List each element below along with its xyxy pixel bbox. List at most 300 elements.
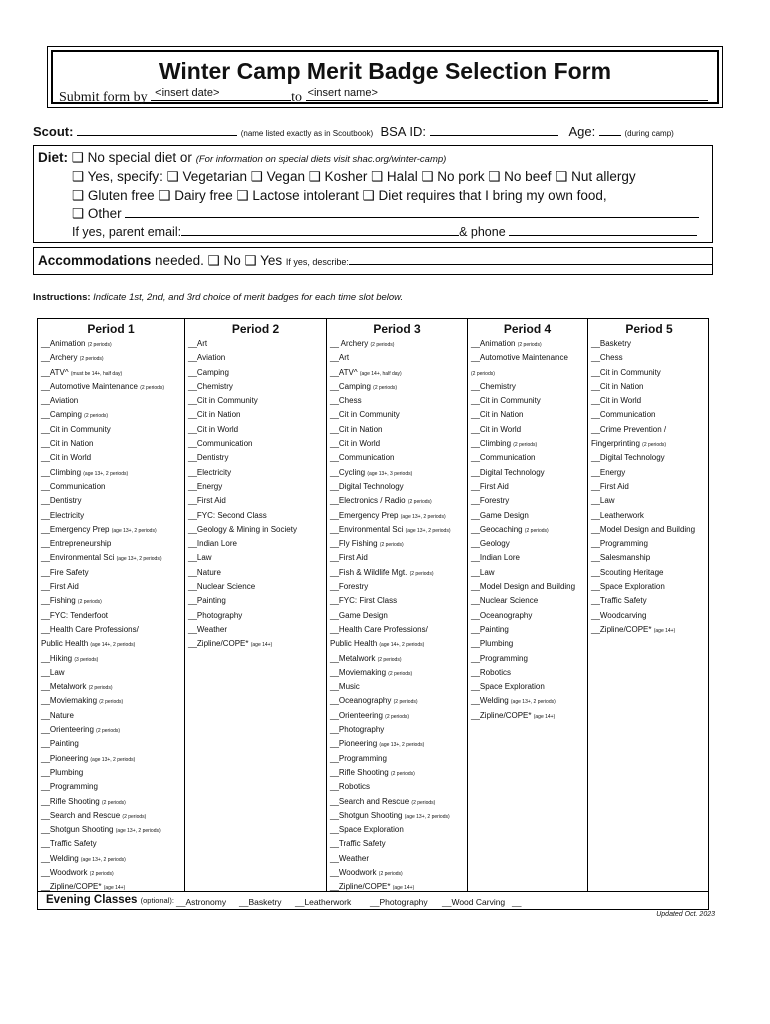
badge-option[interactable] [185,408,326,422]
badge-option[interactable] [588,509,710,523]
badge-option[interactable] [327,509,467,523]
badge-option[interactable] [327,609,467,623]
insert-name-text: <insert name> [307,87,378,99]
diet-options-line-3[interactable]: ❑ Gluten free ❑ Dairy free ❑ Lactose intolerant ❑ Diet requires that I bring my own food, [72,188,607,203]
badge-option[interactable] [327,566,467,580]
badge-name: __Woodwork [330,867,377,877]
badge-option[interactable] [327,580,467,594]
badge-option[interactable] [38,809,184,823]
badge-name: __Metalwork [330,653,376,663]
badge-option[interactable] [327,737,467,751]
badge-option[interactable] [38,623,184,637]
badge-option[interactable] [327,408,467,422]
badge-name: __Orienteering [330,710,383,720]
badge-name: __Automotive Maintenance [41,381,138,391]
badge-option[interactable] [327,652,467,666]
badge-name: __Zipline/COPE* [188,639,249,649]
badge-option[interactable] [588,566,710,580]
badge-option[interactable] [38,551,184,565]
period-header: Period 4 [503,322,552,336]
badge-option[interactable] [588,380,710,394]
badge-option[interactable] [468,623,587,637]
badge-name: __Nuclear Science [471,596,539,606]
accommodations-describe-label: If yes, describe: [285,257,349,267]
badge-note: (age 13+, 2 periods) [90,756,136,763]
badge-option[interactable] [327,623,467,637]
badge-option[interactable] [185,509,326,523]
badge-option[interactable] [468,609,587,623]
badge-note: (2 periods) [471,370,495,377]
badge-name: __Pioneering [41,753,89,763]
badge-name: __Shotgun Shooting [330,810,403,820]
badge-name: __Energy [591,467,626,477]
badge-note: (age 13+, 3 periods) [367,470,413,477]
badge-name: __Salesmanship [591,553,651,563]
badge-name: __Chemistry [188,381,233,391]
badge-option[interactable] [327,694,467,708]
badge-option[interactable] [468,394,587,408]
badge-name: __Forestry [471,496,510,506]
badge-option[interactable] [588,609,710,623]
badge-option[interactable] [38,837,184,851]
badge-note: (age 13+, 2 periods) [405,527,451,534]
period-list [38,337,184,895]
badge-option[interactable] [327,823,467,837]
badge-option[interactable] [185,466,326,480]
badge-option[interactable] [185,437,326,451]
badge-option[interactable] [468,494,587,508]
diet-other-checkbox[interactable]: ❑ Other [72,206,122,221]
period-column [587,319,710,891]
badge-name: __First Aid [41,582,79,592]
badge-name: __Plumbing [471,639,514,649]
age-field[interactable] [599,124,621,136]
badge-note: (age 13+, 2 periods) [400,513,446,520]
evening-class-item[interactable]: __Basketry [239,897,282,907]
badge-name: __Weather [188,624,227,634]
period-column [467,319,587,891]
badge-note: (2 periods) [88,685,113,692]
badge-note: (age 14+) [533,713,556,720]
badge-option[interactable] [468,480,587,494]
badge-option[interactable] [185,523,326,537]
badge-option[interactable] [327,394,467,408]
badge-option[interactable] [185,394,326,408]
age-note: (during camp) [624,129,674,138]
badge-note: (2 periods) [101,799,126,806]
badge-option[interactable] [468,666,587,680]
badge-option[interactable] [468,437,587,451]
badge-name: __Moviemaking [41,696,98,706]
evening-class-item[interactable]: __Wood Carving [442,897,506,907]
badge-option[interactable] [327,780,467,794]
badge-option[interactable] [588,466,710,480]
badge-name: __Painting [188,596,226,606]
badge-option[interactable] [327,637,467,651]
badge-option[interactable] [468,680,587,694]
badge-option[interactable] [588,423,710,437]
badge-option[interactable] [38,666,184,680]
badge-name: __Weather [330,853,369,863]
badge-option[interactable] [327,380,467,394]
badge-option[interactable] [185,337,326,351]
badge-option[interactable] [185,351,326,365]
badge-option[interactable] [588,366,710,380]
diet-line-1 [38,150,446,166]
badge-option[interactable] [327,709,467,723]
badge-option[interactable] [327,366,467,380]
parent-email-field[interactable] [181,224,459,236]
badge-option[interactable] [38,509,184,523]
badge-name: __Traffic Safety [330,839,386,849]
instructions [33,292,403,303]
badge-option[interactable] [185,494,326,508]
period-header: Period 3 [373,322,421,336]
period-header: Period 2 [231,322,280,336]
badge-option[interactable] [38,366,184,380]
badge-note: (2 periods) [524,527,549,534]
badge-name: __Communication [471,453,536,463]
badge-note: (3 periods) [74,656,99,663]
badge-option[interactable] [588,523,710,537]
badge-name: __Programming [41,782,98,792]
badge-option[interactable] [588,480,710,494]
period-list [327,337,467,895]
badge-option[interactable] [185,380,326,394]
badge-name: __Moviemaking [330,667,387,677]
badge-option[interactable] [468,423,587,437]
badge-option[interactable] [38,423,184,437]
badge-option[interactable] [588,594,710,608]
bsa-id-label: BSA ID: [380,124,426,139]
badge-option[interactable] [38,594,184,608]
badge-name: __Programming [471,653,528,663]
badge-name: __Space Exploration [471,682,545,692]
badge-option[interactable] [38,680,184,694]
badge-option[interactable] [38,752,184,766]
badge-name: __Fishing [41,596,76,606]
badge-option[interactable] [588,623,710,637]
no-special-diet-checkbox[interactable]: ❑ No special diet or [71,150,192,165]
badge-option[interactable] [327,523,467,537]
badge-name: __Cit in Community [330,410,400,420]
badge-name: __Cit in Nation [330,424,383,434]
badge-note: (age 14+) [653,627,676,634]
badge-option[interactable] [327,451,467,465]
badge-option[interactable] [38,609,184,623]
badge-option[interactable] [38,480,184,494]
badge-option[interactable] [468,509,587,523]
badge-option[interactable] [185,566,326,580]
badge-option[interactable] [327,551,467,565]
badge-name: __Woodwork [41,867,88,877]
badge-option[interactable] [468,451,587,465]
badge-option[interactable] [185,637,326,651]
badge-name: __Fish & Wildlife Mgt. [330,567,408,577]
badge-option[interactable] [327,437,467,451]
badge-option[interactable] [588,437,710,451]
badge-note: (age 13+, 2 periods) [80,856,126,863]
submit-date-field[interactable] [151,89,291,101]
badge-option[interactable] [38,694,184,708]
bsa-id-field[interactable] [430,124,558,136]
badge-note: (2 periods) [373,384,398,391]
badge-name: __First Aid [471,481,509,491]
badge-note: (age 13+, 2 periods) [115,828,161,835]
badge-option[interactable] [468,408,587,422]
badge-name: Public Health [41,639,89,649]
badge-option[interactable] [38,737,184,751]
evening-class-item[interactable]: __ [512,897,522,907]
badge-option[interactable] [185,594,326,608]
badge-name: __Metalwork [41,682,87,692]
badge-option[interactable] [38,466,184,480]
badge-option[interactable] [468,652,587,666]
form-header [47,46,723,108]
badge-option[interactable] [327,795,467,809]
badge-option[interactable] [38,494,184,508]
submit-name-field[interactable] [306,89,708,101]
badge-name: __Camping [41,410,82,420]
badge-option[interactable] [468,709,587,723]
badge-option[interactable] [327,537,467,551]
evening-class-item[interactable]: __Photography [370,897,428,907]
badge-note: (age 13+, 2 periods) [83,470,129,477]
badge-option[interactable] [327,866,467,880]
badge-option[interactable] [468,637,587,651]
badge-name: __Health Care Professions/ [41,624,139,634]
badge-note: (2 periods) [390,770,415,777]
badge-option[interactable] [38,351,184,365]
badge-name: __Welding [471,696,509,706]
badge-name: __First Aid [188,496,226,506]
badge-option[interactable] [38,451,184,465]
badge-name: __Aviation [188,353,226,363]
badge-name: __Animation [41,339,86,348]
form-header-inner [51,50,719,104]
badge-option[interactable] [38,637,184,651]
badge-option[interactable] [327,466,467,480]
badge-name: __Chess [330,396,362,406]
badge-note: (2 periods) [370,342,395,348]
badge-option[interactable] [468,694,587,708]
badge-option[interactable] [468,566,587,580]
badge-note: (2 periods) [379,542,404,549]
accommodations-options[interactable]: needed. ❑ No ❑ Yes [155,253,283,268]
badge-name: __Woodcarving [591,610,647,620]
badge-name: __Law [471,567,495,577]
badge-option[interactable] [185,451,326,465]
badge-name: __Law [41,667,65,677]
badge-option[interactable] [185,580,326,594]
badge-note: (age 13+, 2 periods) [116,556,162,563]
badge-name: __Dentistry [41,496,82,506]
badge-name: __Nuclear Science [188,582,256,592]
badge-name: __Orienteering [41,725,94,735]
badge-note: (2 periods) [642,442,667,449]
badge-option[interactable] [327,752,467,766]
evening-class-item[interactable]: __Astronomy [176,897,227,907]
badge-note: (age 14+, 2 periods) [90,642,136,649]
badge-option[interactable] [38,866,184,880]
badge-option[interactable] [327,852,467,866]
evening-classes-row [37,892,709,910]
badge-name: __Art [330,353,350,363]
diet-section [33,145,713,243]
instructions-text: Indicate 1st, 2nd, and 3rd choice of merit badges for each time slot below. [93,292,404,303]
badge-option[interactable] [327,766,467,780]
badge-option[interactable] [468,366,587,380]
badge-note: (age 13+, 2 periods) [111,527,157,534]
badge-option[interactable] [327,666,467,680]
badge-name: __Archery [41,353,78,363]
evening-class-item[interactable]: __Leatherwork [295,897,352,907]
badge-option[interactable] [468,351,587,365]
badge-option[interactable] [468,466,587,480]
badge-note: (2 periods) [407,499,432,506]
badge-option[interactable] [588,337,710,351]
badge-name: __Climbing [41,467,82,477]
badge-name: __Electricity [188,467,232,477]
badge-option[interactable] [38,852,184,866]
diet-options-line-2[interactable]: ❑ Yes, specify: ❑ Vegetarian ❑ Vegan ❑ Kosher ❑ Halal ❑ No pork ❑ No beef ❑ Nut allergy [72,169,636,184]
evening-optional: (optional): [140,896,174,905]
accommodations-describe-field[interactable] [349,253,713,265]
badge-name: __Nature [188,567,221,577]
badge-option[interactable] [588,351,710,365]
badge-option[interactable] [38,380,184,394]
badge-option[interactable] [38,652,184,666]
badge-option[interactable] [185,551,326,565]
badge-option[interactable] [38,709,184,723]
badge-option[interactable] [38,823,184,837]
badge-name: __Welding [41,853,79,863]
badge-note: (2 periods) [79,356,104,363]
badge-option[interactable] [588,408,710,422]
badge-option[interactable] [327,680,467,694]
diet-other-field[interactable] [125,206,699,218]
badge-option[interactable] [588,451,710,465]
badge-option[interactable] [38,337,184,351]
badge-note: (age 13+, 2 periods) [510,699,556,706]
badge-name: __Digital Technology [330,481,404,491]
badge-name: __Camping [188,367,229,377]
badge-name: __Cit in Nation [591,381,644,391]
badge-name: __FYC: First Class [330,596,398,606]
badge-name: __FYC: Second Class [188,510,267,520]
badge-option[interactable] [38,766,184,780]
badge-option[interactable] [185,537,326,551]
badge-name: __Electricity [41,510,85,520]
badge-option[interactable] [38,537,184,551]
badge-name: Fingerprinting [591,439,640,449]
badge-note: (2 periods) [517,342,542,348]
badge-option[interactable] [38,795,184,809]
badge-name: __FYC: Tenderfoot [41,610,109,620]
badge-note: (2 periods) [99,699,124,706]
badge-name: __Chess [591,353,623,363]
badge-name: __Search and Rescue [41,810,121,820]
parent-email-label: If yes, parent email: [72,225,182,239]
badge-option[interactable] [468,380,587,394]
badge-option[interactable] [327,837,467,851]
badge-option[interactable] [38,780,184,794]
badge-option[interactable] [588,537,710,551]
badge-name: __Cit in World [330,439,381,449]
badge-name: __Game Design [471,510,529,520]
badge-name: __Geocaching [471,524,523,534]
badge-name: __Traffic Safety [41,839,97,849]
badge-option[interactable] [185,423,326,437]
badge-option[interactable] [38,408,184,422]
badge-note: (2 periods) [411,799,436,806]
scout-name-note: (name listed exactly as in Scoutbook) [240,129,374,138]
badge-name: __Rifle Shooting [41,796,100,806]
badge-option[interactable] [468,537,587,551]
diet-other-line [72,206,699,222]
badge-option[interactable] [38,394,184,408]
accommodations-section [33,247,713,275]
instructions-label: Instructions: [33,292,91,303]
parent-phone-field[interactable] [509,224,697,236]
badge-option[interactable] [468,551,587,565]
badge-name: __Oceanography [330,696,392,706]
badge-option[interactable] [327,594,467,608]
badge-option[interactable] [588,394,710,408]
badge-option[interactable] [38,523,184,537]
badge-option[interactable] [327,351,467,365]
scout-name-field[interactable] [77,124,237,136]
badge-option[interactable] [327,423,467,437]
badge-name: __Photography [188,610,243,620]
badge-name: __Search and Rescue [330,796,410,806]
badge-note: (age 14+) [103,885,126,892]
badge-option[interactable] [185,609,326,623]
badge-note: (2 periods) [122,813,147,820]
badge-option[interactable] [38,437,184,451]
badge-option[interactable] [185,366,326,380]
badge-option[interactable] [468,580,587,594]
parent-phone-label: & phone [459,225,506,239]
badge-option[interactable] [327,494,467,508]
badge-option[interactable] [327,723,467,737]
badge-option[interactable] [38,723,184,737]
badge-option[interactable] [327,809,467,823]
badge-option[interactable] [185,623,326,637]
badge-option[interactable] [468,337,587,351]
badge-note: (2 periods) [89,870,114,877]
badge-option[interactable] [327,480,467,494]
badge-name: __Programming [591,539,648,549]
badge-note: (must be 14+, half day) [70,370,123,377]
badge-name: __Cit in Nation [41,439,94,449]
badge-name: __Cit in Nation [471,410,524,420]
badge-option[interactable] [38,566,184,580]
badge-option[interactable] [185,480,326,494]
badge-name: __Cit in World [41,453,92,463]
badge-option[interactable] [588,580,710,594]
badge-note: (2 periods) [377,656,402,663]
badge-option[interactable] [38,580,184,594]
badge-option[interactable] [588,551,710,565]
badge-name: __Model Design and Building [591,524,696,534]
badge-option[interactable] [468,523,587,537]
parent-contact-line [72,224,697,239]
badge-name: __First Aid [591,481,629,491]
badge-option[interactable] [327,337,467,351]
badge-option[interactable] [468,594,587,608]
badge-option[interactable] [588,494,710,508]
